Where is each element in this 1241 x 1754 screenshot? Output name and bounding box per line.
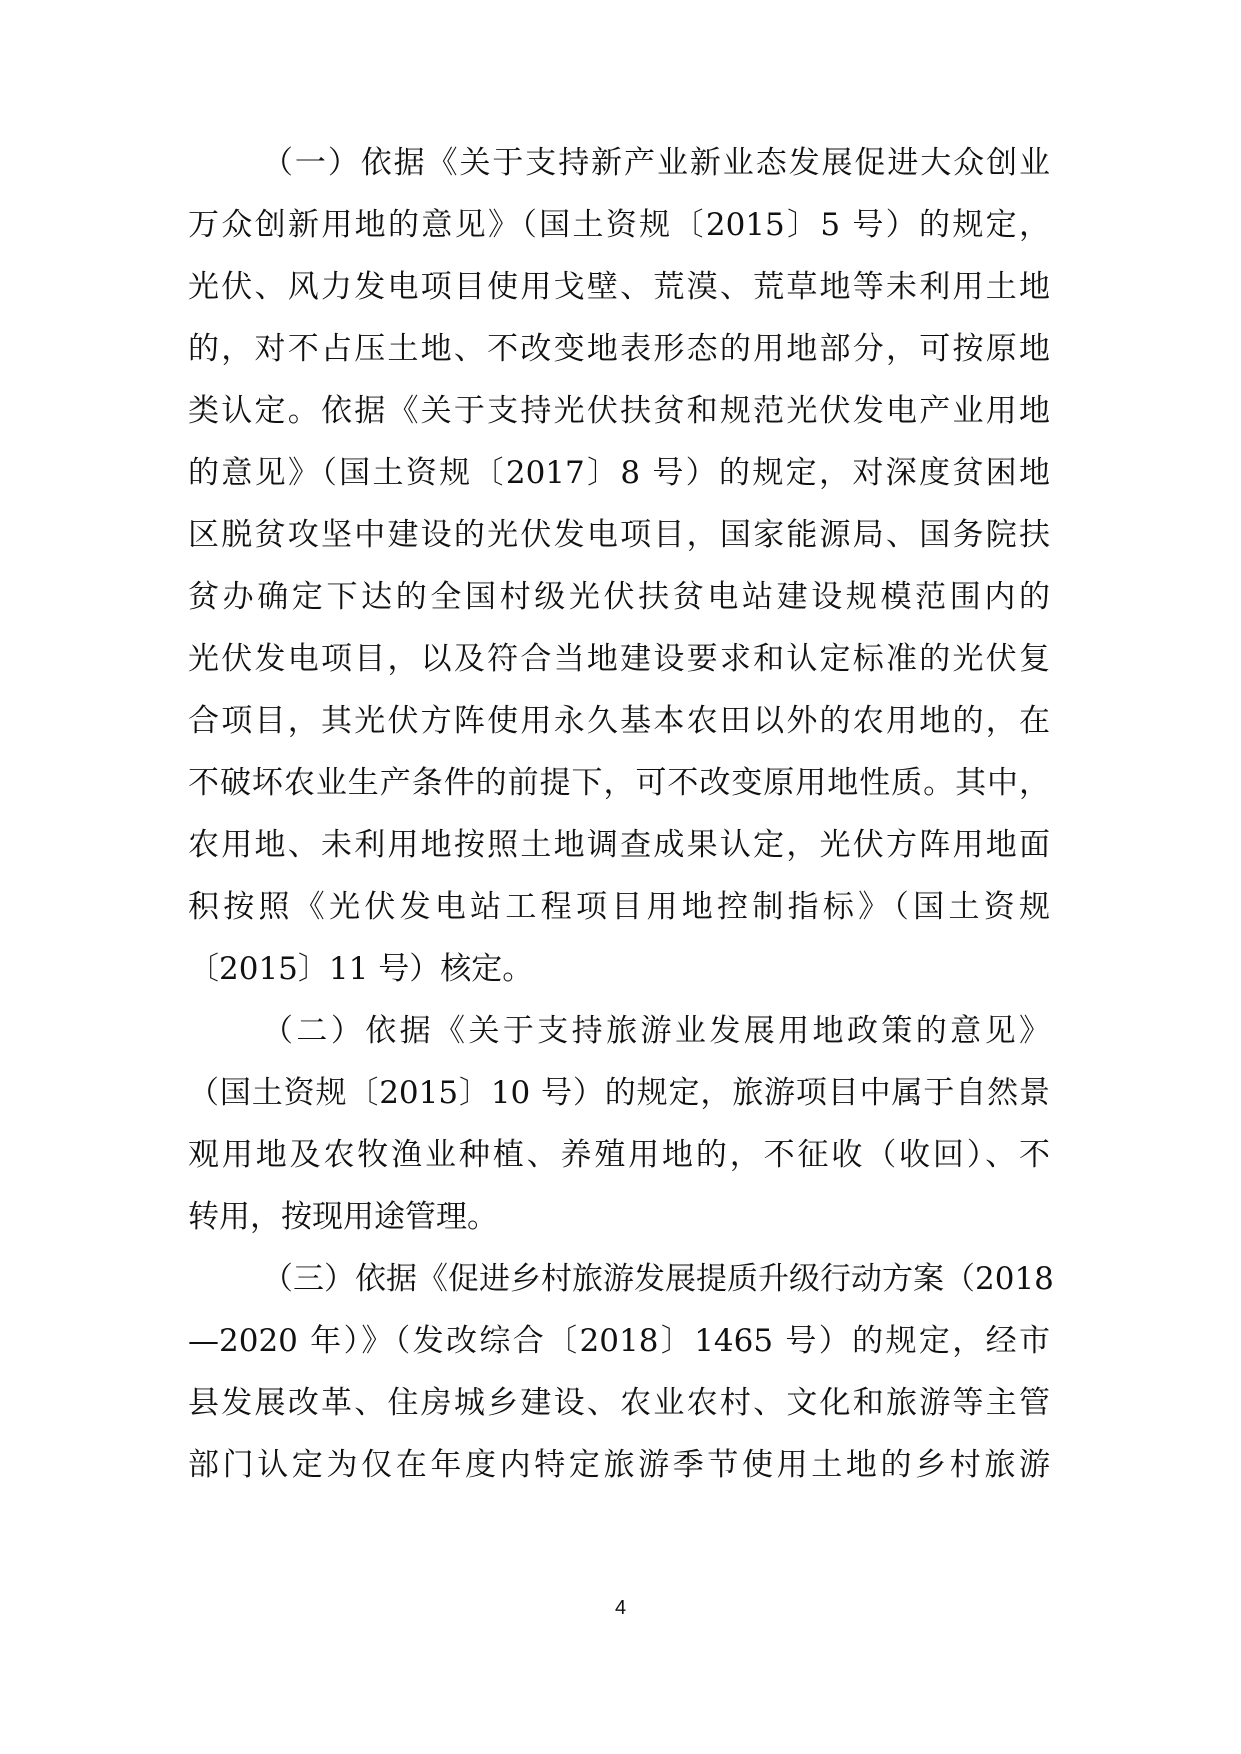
paragraph-1-line-11: 不破坏农业生产条件的前提下，可不改变原用地性质。其中， xyxy=(188,765,1050,801)
paragraph-1-line-14: 〔2015〕11 号）核定。 xyxy=(188,951,534,987)
paragraph-1-line-6: 的意见》（国土资规〔2017〕8 号）的规定，对深度贫困地 xyxy=(188,455,1050,491)
paragraph-2-line-1: （二）依据《关于支持旅游业发展用地政策的意见》 xyxy=(262,1013,1050,1049)
paragraph-1-line-8: 贫办确定下达的全国村级光伏扶贫电站建设规模范围内的 xyxy=(188,579,1050,615)
paragraph-2-line-3: 观用地及农牧渔业种植、养殖用地的，不征收（收回）、不 xyxy=(188,1137,1050,1173)
paragraph-1-line-7: 区脱贫攻坚中建设的光伏发电项目，国家能源局、国务院扶 xyxy=(188,517,1050,553)
paragraph-3-line-1: （三）依据《促进乡村旅游发展提质升级行动方案（2018 xyxy=(262,1261,1054,1297)
paragraph-1-line-10: 合项目，其光伏方阵使用永久基本农田以外的农用地的，在 xyxy=(188,703,1050,739)
page-number: 4 xyxy=(614,1597,627,1619)
paragraph-1-line-4: 的，对不占压土地、不改变地表形态的用地部分，可按原地 xyxy=(188,331,1050,367)
paragraph-1-line-2: 万众创新用地的意见》（国土资规〔2015〕5 号）的规定， xyxy=(188,207,1050,243)
paragraph-1-line-5: 类认定。依据《关于支持光伏扶贫和规范光伏发电产业用地 xyxy=(188,393,1050,429)
paragraph-2-line-4: 转用，按现用途管理。 xyxy=(188,1199,498,1235)
paragraph-1-line-12: 农用地、未利用地按照土地调查成果认定，光伏方阵用地面 xyxy=(188,827,1050,863)
paragraph-1-line-1: （一）依据《关于支持新产业新业态发展促进大众创业 xyxy=(262,145,1050,181)
paragraph-2-line-2: （国土资规〔2015〕10 号）的规定，旅游项目中属于自然景 xyxy=(188,1075,1050,1111)
paragraph-1-line-3: 光伏、风力发电项目使用戈壁、荒漠、荒草地等未利用土地 xyxy=(188,269,1050,305)
paragraph-1-line-9: 光伏发电项目，以及符合当地建设要求和认定标准的光伏复 xyxy=(188,641,1050,677)
paragraph-3-line-4: 部门认定为仅在年度内特定旅游季节使用土地的乡村旅游 xyxy=(188,1447,1050,1483)
paragraph-1-line-13: 积按照《光伏发电站工程项目用地控制指标》（国土资规 xyxy=(188,889,1050,925)
paragraph-3-line-2: —2020 年）》（发改综合〔2018〕1465 号）的规定，经市 xyxy=(188,1323,1050,1359)
paragraph-3-line-3: 县发展改革、住房城乡建设、农业农村、文化和旅游等主管 xyxy=(188,1385,1050,1421)
